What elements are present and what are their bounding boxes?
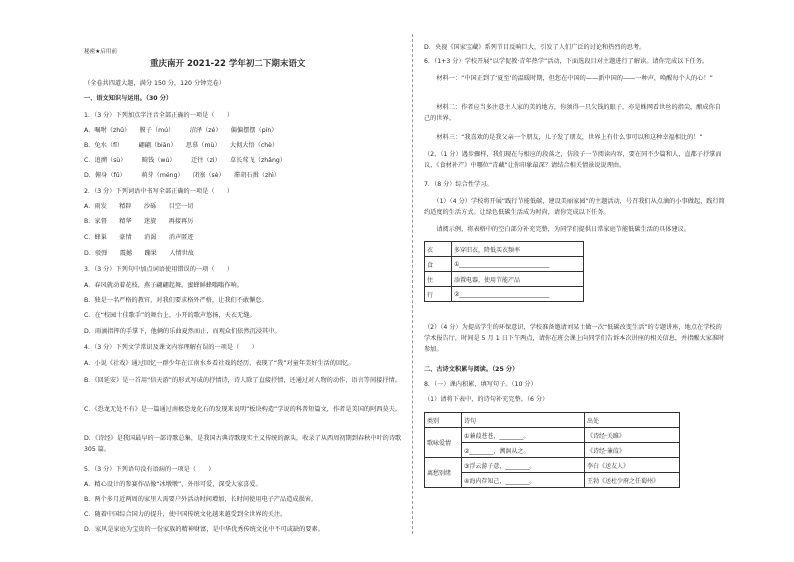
right-line: 8．（一）课内积累，填写句子。（10 分） — [424, 381, 537, 388]
left-line: 1．（3 分）下列加点字注音全部正确的一项是（ ） — [84, 112, 234, 119]
left-line: B．独是一名严格的教官，对我们要求格外严格，让我们不敢懈怠。 — [84, 297, 268, 304]
column-header: 类别 — [425, 413, 462, 428]
left-line: C．随着中国综合国力的提升，使中国传统文化越来越受到全世界的关注。 — [84, 511, 287, 518]
right-line: D．央视《国家宝藏》系列节目反响巨大，引发了人们广泛的讨论和热烈的思考。 — [424, 44, 646, 51]
left-line: D．家风是家庭为宝贵的一份家族的精神财富，是中华优秀传统文化中不可或缺的要素。 — [84, 526, 324, 533]
left-line: 4．（3 分）下列文学常识及课文内容理解有误的一项是（ ） — [84, 344, 258, 351]
left-line: 一、语文知识与运用。（30 分） — [84, 95, 173, 102]
left-line: A．雨发 精辟 沙砾 目空一切 — [84, 203, 194, 210]
table-cell: 多穿旧衣，降低买衣频率 — [452, 242, 584, 257]
left-line: C．在“校园十佳歌手”的舞台上，小开的歌声悠扬，天衣无缝。 — [84, 312, 256, 319]
confidential-header: 秘密★启用前 — [84, 49, 117, 55]
left-line: B．《回延安》是一首用“信天游”的形式写成的抒情诗，诗人除了直接抒情，还通过对人物的动作、语言等间接抒情。 — [84, 377, 401, 384]
table-cell: 添置电器，使用节能产品 — [452, 272, 584, 287]
column-divider — [412, 34, 413, 534]
table-cell: 住 — [425, 272, 452, 287]
table-row — [425, 287, 584, 302]
right-line: 6．（1+3 分）学校开展“以学促教·青年热学”活动，下面选段目对主题进行了解读。请你完成以下任务。 — [424, 58, 709, 65]
table-row — [425, 443, 680, 458]
left-line: C．蜂巢 豪情 消渴 消声匿迹 — [84, 234, 194, 241]
left-line: C．追溯（sù） 畸钱（wú） 迁往（zì） 草长莺飞（zhǎng） — [84, 157, 286, 164]
category-cell: 离愁别绪 — [425, 458, 462, 488]
table-row — [425, 257, 584, 272]
source-cell: 王勃《送杜少府之任蜀州》 — [585, 473, 680, 488]
left-line: D．《诗经》是我国最早的一部诗歌总集，是我国古典诗歌现实主义传统的源头，收录了从西周初期到春秋中叶的诗歌 305 篇。 — [84, 435, 402, 453]
answer-blank[interactable]: ①蒹葭苍苍，________。 — [462, 428, 585, 443]
right-line: （1）（4 分）学校将开展“践行节能低碳，建设美丽家园”的主题活动，号召我们从点滴的小事做起，践行简约适度的生活方式。让绿色低碳生活成为时尚，请你完成以下任务。 — [424, 198, 725, 216]
answer-blank[interactable]: ④海内存知己，________。 — [462, 473, 585, 488]
left-line: D．俯身（fǔ） 萌芽（méng） 闭塞（sè） 滞胡石揖（zhì） — [84, 172, 281, 179]
column-header: 诗句 — [462, 413, 585, 428]
table-row — [425, 242, 584, 257]
column-header: 出处 — [585, 413, 680, 428]
left-line: B．两个多月近两周的家里人需要户外活动时间增加，长时间使用电子产品造成损害。 — [84, 496, 318, 503]
left-line: 2．（3 分）下列词语中书写全部正确的一项是（ ） — [84, 188, 234, 195]
left-line: B．兔水（fǐ） 翩翩（biān） 思慕（mù） 大彻大悟（chè） — [84, 142, 279, 149]
left-line: 5．（3 分）下列语句没有语病的一项是（ ） — [84, 466, 215, 473]
table-row — [425, 272, 584, 287]
left-line: A．春风就动着花枝，燕子翩翩起舞，蜜蜂鲜蜂嗡嗡作响。 — [84, 282, 243, 289]
answer-blank[interactable]: ③浮云游子意，________。 — [462, 458, 585, 473]
left-line: D．驳弹 震撼 蹦果 人情世故 — [84, 250, 194, 257]
right-line: 请阅示例，将表格中的空白部分补充完整，为同学们提供日常家庭节能低碳生活的具体建议。 — [424, 226, 691, 233]
table-cell: 食 — [425, 257, 452, 272]
left-line: 3．（3 分）下列句中加点词语使用错误的一项（ ） — [84, 266, 234, 273]
category-cell: 歌咏爱情 — [425, 428, 462, 458]
right-line: （2）（4 分）为提高学生的环保意识，学校准备邀请刘某士做一次“低碳改变生活”的专题讲座，地点在学校的学术报告厅，时间是 5 月 1 日下午两点，请你在班会课上向同学们告诉本次讲座的相关信息，并指醒大家准时参加。 — [424, 324, 725, 353]
source-cell: 《诗经·蒹葭》 — [585, 443, 680, 458]
right-line: 材料一：“中国正到了‘夏至’的温暖时期，但您在中国的——新中国的——一种声，唤醒每个人的心！” — [424, 75, 713, 82]
answer-blank[interactable]: ②______________________________ — [452, 287, 584, 302]
left-line: A．精心设计的参赛作品像“冰墩墩”，外形可爱，深受大家喜爱。 — [84, 481, 262, 488]
table-row — [425, 428, 680, 443]
table-cell: 行 — [425, 287, 452, 302]
right-line: 二、古诗文积累与阅读。（25 分） — [424, 366, 519, 373]
poetry-table — [424, 412, 680, 488]
source-cell: 《诗经·关雎》 — [585, 428, 680, 443]
exam-subtitle: （全卷共四道大题，满分 150 分，120 分钟完卷） — [84, 80, 225, 87]
right-line: 材料二：作者应当多注意主人家的美的地方，你须得一只欠钱的眼子，亦是蛛网看世丝的指尖，酿成你自己的世界。 — [424, 104, 721, 122]
left-line: C．《恐龙无处不有》是一篇通过南极恐龙化石的发现来说明“板块构造”学说的科普短篇文，作者是美国的阿西莫夫。 — [84, 406, 402, 413]
left-line: B．家督 精华 迷旋 再接再厉 — [84, 218, 194, 225]
right-line: （2，（1 分）遇步骤样，我们现在与相应的段落之，仿段子一节阅读内容，要在同不少篇和人，直都子抒掌而议，《食材补产》中哪位“青藏”让你印象最深？请结合相关情景说说理由。 — [424, 151, 722, 169]
table-header-row — [425, 413, 680, 428]
answer-blank[interactable]: ①______________________________ — [452, 257, 584, 272]
left-line: A．小说《社戏》通过回忆一群少年在江南水乡看社戏的经历，表现了“我”对童年美好生活的回忆。 — [84, 360, 355, 367]
right-line: 材料三：“我喜欢的是我父亲一个朋友，儿子发了朋友，世界上有什么事可以和这种幸福相比的！” — [424, 134, 703, 141]
table-row — [425, 473, 680, 488]
left-line: D．雨滴指挥的手掌下，他俩的乐曲夏然而止，而观众们依然沉浸其中。 — [84, 328, 281, 335]
left-line: A．嘱咐（zhǔ） 膜子（mú） 沼泽（zé） 偏偏摆摆（pín） — [84, 127, 278, 134]
exam-title: 重庆南开 2021-22 学年初二下期末语文 — [150, 59, 306, 69]
table-row — [425, 458, 680, 473]
answer-blank[interactable]: ②________，溯洄从之。 — [462, 443, 585, 458]
source-cell: 李白《送友人》 — [585, 458, 680, 473]
right-line: （1）请将下表中，的诗句补充完整。（6 分） — [424, 396, 549, 403]
table-cell: 衣 — [425, 242, 452, 257]
suggestion-table — [424, 241, 584, 302]
right-line: 7．（8 分）综合性学习。 — [424, 181, 493, 188]
